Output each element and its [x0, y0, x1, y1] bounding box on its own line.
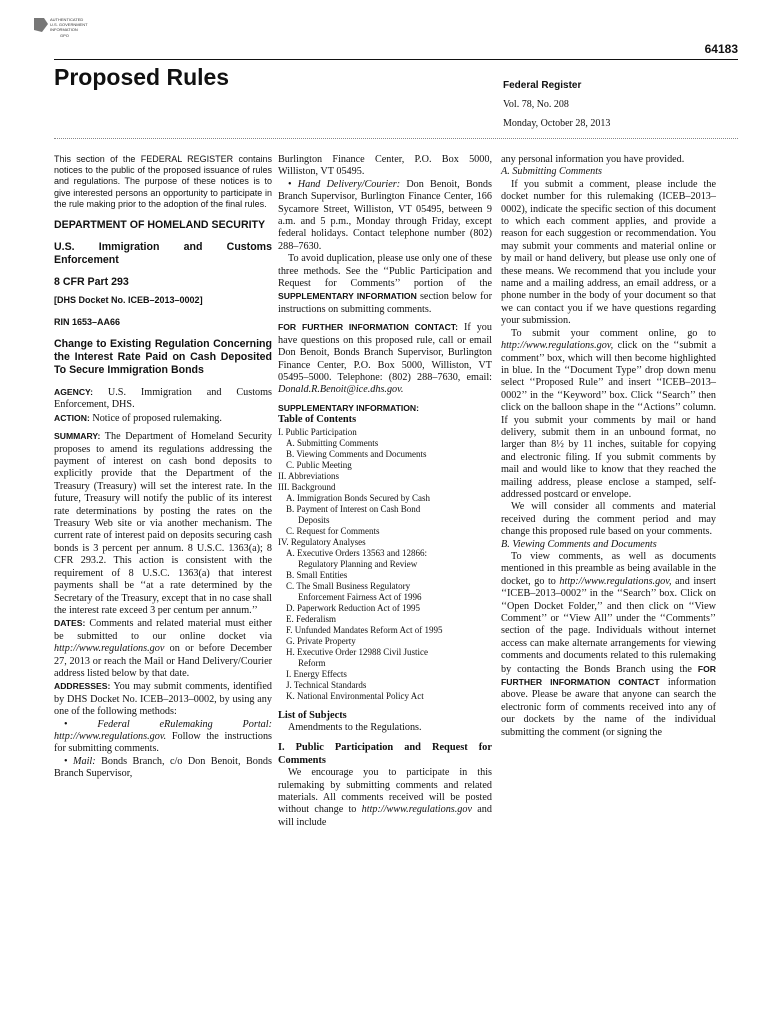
regulations-link[interactable]: http://www.regulations.gov, [501, 340, 614, 352]
toc-item: II. Abbreviations [278, 470, 339, 481]
toc-item: Deposits [298, 514, 330, 525]
department-heading: DEPARTMENT OF HOMELAND SECURITY [54, 219, 266, 232]
regulations-link[interactable]: http://www.regulations.gov [361, 804, 473, 816]
bullet-erulemaking: • Federal eRulemaking Portal: http://www.regulations.gov. Follow the instructions for submitting comments. [54, 718, 272, 755]
toc-item: G. Private Property [286, 635, 356, 646]
toc-item: B. Viewing Comments and Documents [286, 448, 427, 459]
list-of-subjects-heading: List of Subjects [278, 709, 347, 721]
toc-item: J. Technical Standards [286, 679, 367, 690]
bullet-hand-delivery: • Hand Delivery/Courier: Don Benoit, Bonds Branch Supervisor, Burlington Finance Center, 166 Sycamore Street, Williston, VT 05495, between 9 a.m. and 5 p.m., Monday through Friday, except federal holidays. Contact telephone number (802) 288–7630. [278, 178, 492, 252]
gpo-authentication-seal [30, 14, 102, 46]
bullet-mail: • Mail: Bonds Branch, c/o Don Benoit, Bonds Branch Supervisor, [54, 755, 272, 780]
submitting-comments-paragraph-1: If you submit a comment, please include the docket number for this rulemaking (ICEB–2013–0002), indicate the specific section of this document to which each comment applies, and provide a reason for each suggestion or recommendation. You may submit your comments and material online or by mail or hand delivery, but please use only one of these means. We recommend that you include your name and a mailing address, an email address, or a phone number in the body of your document so that we can contact you if we have questions regarding your submission. [501, 178, 716, 327]
register-volume: Vol. 78, No. 208 [503, 99, 569, 110]
further-info-entry: FOR FURTHER INFORMATION CONTACT: If you have questions on this proposed rule, call or email Don Benoit, Bonds Branch Supervisor, Burlington Finance Center, P.O. Box 5000, Williston, VT 05495–5000. Telephone: (802) 288–7630, email: Donald.R.Benoit@ice.dhs.gov. [278, 322, 492, 396]
register-info [503, 76, 610, 133]
action-entry: ACTION: Notice of proposed rulemaking. [54, 412, 222, 424]
eagle-icon [34, 18, 48, 32]
toc-item: Regulatory Planning and Review [298, 558, 418, 569]
table-of-contents [278, 427, 492, 702]
toc-item: Enforcement Fairness Act of 1996 [298, 591, 422, 602]
toc-item: H. Executive Order 12988 Civil Justice [286, 646, 428, 657]
addresses-entry: ADDRESSES: You may submit comments, identified by DHS Docket No. ICEB–2013–0002, by using any one of the following methods: [54, 681, 273, 718]
docket-number: [DHS Docket No. ICEB–2013–0002] [54, 295, 203, 306]
toc-item: C. Public Meeting [286, 459, 352, 470]
toc-item: B. Small Entities [286, 569, 348, 580]
supplementary-info-label: SUPPLEMENTARY INFORMATION: [278, 402, 419, 413]
summary-entry: SUMMARY: The Department of Homeland Security proposes to amend its regulations addressing the payment of interest on cash bond deposits to explicitly provide that the Department of the Treasury (Treasury) will set the interest rate. In the future, Treasury will notify the public of its interest rate determinations by posting the rates on the Treasury Web site or via another mechanism. The current rate of interest paid on deposits securing cash bonds is 3 percent per annum. 8 U.S.C. 1363(a); 8 CFR 293.2. This action is consistent with the requirement of 8 U.S.C. 1363(a) that interest payments shall be ‘‘at a rate determined by the Secretary of the Treasury, except that in no case shall the interest rate exceed 3 per centum per annum.’’ [54, 431, 272, 616]
cfr-part: 8 CFR Part 293 [54, 276, 129, 289]
submitting-comments-heading: A. Submitting Comments [501, 166, 603, 178]
section-intro: This section of the FEDERAL REGISTER contains notices to the public of the proposed issuance of rules and regulations. The purpose of these notices is to give interested persons an opportunity to participate in the rule making prior to the adoption of the final rules. [54, 154, 272, 209]
header-rule [54, 59, 738, 60]
column-3 [501, 154, 716, 739]
toc-item: A. Immigration Bonds Secured by Cash [286, 492, 430, 503]
toc-item: F. Unfunded Mandates Reform Act of 1995 [286, 624, 443, 635]
section-1-heading: I. Public Participation and Request for Comments [278, 742, 492, 766]
register-name: Federal Register [503, 80, 582, 91]
viewing-comments-heading: B. Viewing Comments and Documents [501, 538, 657, 550]
page-title: Proposed Rules [54, 64, 230, 90]
toc-item: III. Background [278, 481, 336, 492]
page-number: 64183 [704, 42, 738, 56]
regulations-link[interactable]: http://www.regulations.gov [54, 643, 165, 655]
agency-subheading: U.S. Immigration and Customs Enforcement [54, 241, 272, 267]
svg-text:AUTHENTICATED: AUTHENTICATED [50, 17, 84, 22]
header-dotted-rule [54, 138, 738, 139]
column-2 [278, 154, 492, 829]
dates-entry: DATES: Comments and related material must either be submitted to our online docket via http://www.regulations.gov on or before December 27, 2013 or reach the Mail or Hand Delivery/Courier address listed below by that date. [54, 618, 272, 679]
regulations-link[interactable]: http://www.regulations.gov, [559, 575, 672, 587]
mail-address-continued: Burlington Finance Center, P.O. Box 5000, Williston, VT 05495. [278, 154, 492, 178]
toc-item: A. Executive Orders 13563 and 12866: [286, 547, 427, 558]
section-1-continued: any personal information you have provided. [501, 154, 685, 165]
viewing-comments-paragraph: To view comments, as well as documents mentioned in this preamble as being available in the docket, go to http://www.regulations.gov, and insert ‘‘ICEB–2013–0002’’ in the ‘‘Search’’ box. Click on ‘‘Open Docket Folder,’’ and then click on ‘‘View Comment’’ or ‘‘View All’’ under the ‘‘Comments’’ section of the page. Individuals without internet access can make alternate arrangements for viewing comments and documents related to this rulemaking by contacting the Bonds Branch using the FOR FURTHER INFORMATION CONTACT information above. Please be aware that anyone can search the electronic form of comments received into any of our dockets by the name of the individual submitting the comment (or signing the [501, 551, 716, 738]
toc-item: E. Federalism [286, 613, 336, 624]
toc-item: A. Submitting Comments [286, 437, 379, 448]
avoid-duplication-paragraph: To avoid duplication, please use only one of these three methods. See the ‘‘Public Participation and Request for Comments’’ portion of the SUPPLEMENTARY INFORMATION section below for instructions on submitting comments. [278, 253, 492, 315]
toc-item: I. Energy Effects [286, 668, 347, 679]
toc-item: K. National Environmental Policy Act [286, 690, 424, 701]
rule-title: Change to Existing Regulation Concerning the Interest Rate Paid on Cash Deposited To Secure Immigration Bonds [54, 338, 272, 377]
contact-email[interactable]: Donald.R.Benoit@ice.dhs.gov. [278, 384, 404, 396]
toc-item: D. Paperwork Reduction Act of 1995 [286, 602, 420, 613]
toc-item: IV. Regulatory Analyses [278, 536, 366, 547]
toc-item: B. Payment of Interest on Cash Bond [286, 503, 421, 514]
submitting-comments-paragraph-2: To submit your comment online, go to http://www.regulations.gov, click on the ‘‘submit a comment’’ box, which will then become highlighted in blue. In the ‘‘Document Type’’ drop down menu select ‘‘Proposed Rule’’ and insert ‘‘ICEB–2013–0002’’ in the ‘‘Keyword’’ box. Click ‘‘Search’’ then click on the balloon shape in the ‘‘Actions’’ column. If you submit your comments by mail or hand delivery, submit them in an unbound format, no larger than 8½ by 11 inches, suitable for copying and electronic filing. If you submit comments by mail and would like to know that they reached the mailing address, please enclose a stamped, self-addressed postcard or envelope. [501, 327, 716, 500]
toc-item: C. The Small Business Regulatory [286, 580, 411, 591]
agency-entry: AGENCY: U.S. Immigration and Customs Enforcement, DHS. [54, 387, 273, 411]
toc-heading: Table of Contents [278, 414, 357, 426]
toc-item: Reform [298, 657, 326, 668]
list-of-subjects-text: Amendments to the Regulations. [288, 721, 422, 733]
svg-text:U.S. GOVERNMENT: U.S. GOVERNMENT [50, 22, 88, 27]
svg-text:GPO: GPO [60, 33, 69, 38]
toc-item: I. Public Participation [278, 426, 357, 437]
toc-item: C. Request for Comments [286, 525, 380, 536]
register-date: Monday, October 28, 2013 [503, 118, 611, 129]
submitting-comments-paragraph-3: We will consider all comments and material received during the comment period and may change this proposed rule based on your comments. [501, 501, 716, 538]
section-1-paragraph: We encourage you to participate in this rulemaking by submitting comments and related materials. All comments received will be posted without change to http://www.regulations.gov and will include [278, 767, 492, 828]
column-1 [54, 154, 272, 781]
svg-text:INFORMATION: INFORMATION [50, 27, 78, 32]
rin-number: RIN 1653–AA66 [54, 317, 121, 328]
